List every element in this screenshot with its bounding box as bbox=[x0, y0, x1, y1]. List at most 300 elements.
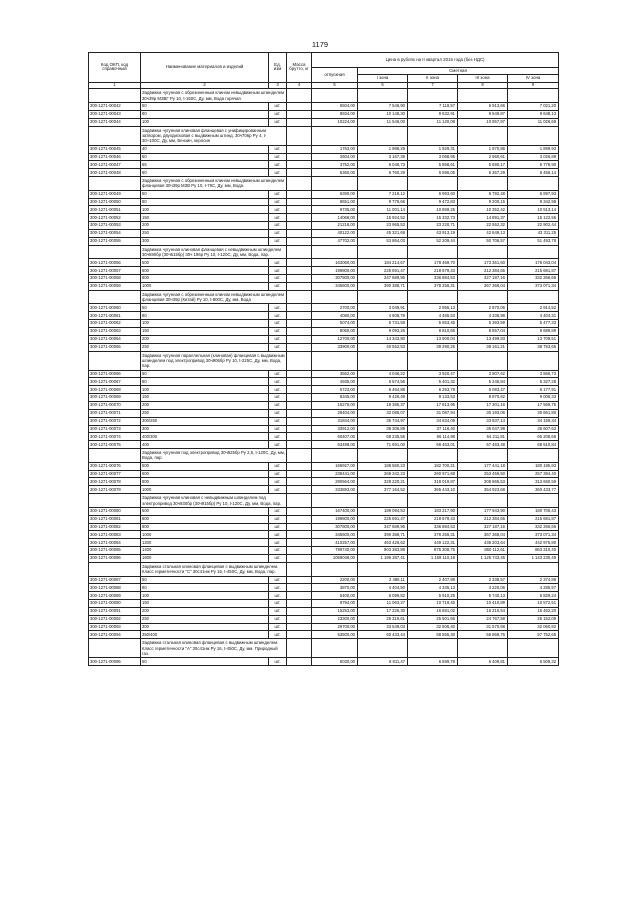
section-header-row bbox=[89, 290, 559, 304]
section-description: Задвижка чугунная клиновая фланцевая с унифицированным затвором, двухдисковая с выдвижным штинд. 30ч706р Ру 4, t-30+100С, Ду, мм, Бензин, керосин bbox=[141, 126, 287, 145]
code-cell: 300-1271-00057 bbox=[89, 267, 141, 275]
code-cell: 300-1271-00092 bbox=[89, 615, 141, 623]
mass-cell bbox=[287, 267, 312, 275]
zone-3-price-cell: 64 211,81 bbox=[458, 433, 508, 441]
unit-cell: шт. bbox=[269, 531, 287, 539]
zone-4-price-cell: 51 493,78 bbox=[508, 237, 559, 245]
zone-2-price-cell: 10 659,25 bbox=[408, 206, 458, 214]
zone-2-price-cell: 16 681,02 bbox=[408, 607, 458, 615]
empty-cell bbox=[458, 290, 508, 304]
release-price-cell: 21218,00 bbox=[312, 222, 358, 230]
zone-1-price-cell: 377 164,52 bbox=[358, 486, 408, 494]
code-cell: 300-1271-00091 bbox=[89, 607, 141, 615]
mass-cell bbox=[287, 312, 312, 320]
release-price-cell: 63498,00 bbox=[312, 441, 358, 449]
empty-cell bbox=[287, 177, 312, 191]
empty-cell bbox=[508, 89, 559, 103]
release-price-cell: 2200,00 bbox=[312, 576, 358, 584]
section-header-row bbox=[89, 126, 559, 145]
empty-cell bbox=[312, 126, 358, 145]
code-cell: 300-1271-00078 bbox=[89, 478, 141, 486]
size-cell: 300 bbox=[141, 623, 269, 631]
col-number: 3 bbox=[269, 82, 287, 89]
code-cell: 300-1271-00059 bbox=[89, 282, 141, 290]
zone-3-price-cell: 6 367,29 bbox=[458, 169, 508, 177]
zone-3-price-cell: 56 869,76 bbox=[458, 631, 508, 639]
section-header-row bbox=[89, 494, 559, 508]
release-price-cell: 8651,00 bbox=[312, 198, 358, 206]
unit-cell: шт. bbox=[269, 615, 287, 623]
code-cell: 300-1271-00071 bbox=[89, 409, 141, 417]
zone-1-price-cell: 32 085,07 bbox=[358, 409, 408, 417]
mass-cell bbox=[287, 433, 312, 441]
release-price-cell: 10224,00 bbox=[312, 118, 358, 126]
mass-cell bbox=[287, 229, 312, 237]
release-price-cell: 199800,00 bbox=[312, 515, 358, 523]
zone-2-price-cell: 6 599,78 bbox=[408, 658, 458, 666]
release-price-cell: 307800,00 bbox=[312, 275, 358, 283]
empty-cell bbox=[458, 126, 508, 145]
mass-cell bbox=[287, 584, 312, 592]
empty-cell bbox=[312, 562, 358, 576]
code-cell: 300-1271-00065 bbox=[89, 343, 141, 351]
table-row bbox=[89, 312, 559, 320]
section-header-row bbox=[89, 245, 559, 259]
zone-2-price-cell: 5 910,25 bbox=[408, 592, 458, 600]
mass-cell bbox=[287, 169, 312, 177]
empty-cell bbox=[312, 449, 358, 463]
zone-4-price-cell: 36 607,63 bbox=[508, 425, 559, 433]
zone-4-price-cell: 257 394,40 bbox=[508, 470, 559, 478]
size-cell: 100 bbox=[141, 320, 269, 328]
size-cell: 250 bbox=[141, 229, 269, 237]
zone-4-price-cell: 3 866,73 bbox=[508, 370, 559, 378]
zone-4-price-cell: 1 143 230,49 bbox=[508, 554, 559, 562]
mass-cell bbox=[287, 441, 312, 449]
zone-4-price-cell: 8 689,89 bbox=[508, 328, 559, 336]
size-cell: 250 bbox=[141, 343, 269, 351]
table-row bbox=[89, 631, 559, 639]
unit-cell: шт. bbox=[269, 259, 287, 267]
table-row bbox=[89, 118, 559, 126]
table-row bbox=[89, 531, 559, 539]
code-cell: 300-1271-00069 bbox=[89, 394, 141, 402]
zone-4-price-cell: 5 829,24 bbox=[508, 592, 559, 600]
zone-1-price-cell: 71 691,00 bbox=[358, 441, 408, 449]
release-price-cell: 2604,00 bbox=[312, 153, 358, 161]
zone-3-price-cell: 9 549,87 bbox=[458, 110, 508, 118]
empty-cell bbox=[312, 290, 358, 304]
zone-2-price-cell: 9 472,83 bbox=[408, 198, 458, 206]
zone-4-price-cell: 22 902,44 bbox=[508, 222, 559, 230]
zone-4-price-cell: 32 060,82 bbox=[508, 623, 559, 631]
unit-cell: шт. bbox=[269, 607, 287, 615]
table-row bbox=[89, 190, 559, 198]
size-cell: 100 bbox=[141, 386, 269, 394]
zone-2-price-cell: 4 465,53 bbox=[408, 312, 458, 320]
section-description: Задвижка чугунная с обрезиненным клином невыдвижным шпинделем фланцевая 30ч39р МЗВ Ру 10, t-79С, Ду, мм, Вода. bbox=[141, 177, 287, 191]
table-row bbox=[89, 282, 559, 290]
table-row bbox=[89, 507, 559, 515]
mass-cell bbox=[287, 600, 312, 608]
code-cell: 300-1271-00042 bbox=[89, 103, 141, 111]
zone-2-price-cell: 15 332,73 bbox=[408, 214, 458, 222]
zone-4-price-cell: 373 071,34 bbox=[508, 531, 559, 539]
release-price-cell: 5723,00 bbox=[312, 386, 358, 394]
zone-1-price-cell: 225 691,47 bbox=[358, 267, 408, 275]
zone-2-price-cell: 23 220,71 bbox=[408, 222, 458, 230]
code-cell: 300-1271-00082 bbox=[89, 523, 141, 531]
size-cell: 1400 bbox=[141, 547, 269, 555]
table-row bbox=[89, 110, 559, 118]
mass-cell bbox=[287, 658, 312, 666]
empty-cell bbox=[358, 177, 408, 191]
mass-cell bbox=[287, 409, 312, 417]
zone-2-price-cell: 5 401,32 bbox=[408, 378, 458, 386]
zone-1-price-cell: 11 001,14 bbox=[358, 206, 408, 214]
empty-cell bbox=[89, 562, 141, 576]
code-cell: 300-1271-00060 bbox=[89, 304, 141, 312]
empty-cell bbox=[287, 449, 312, 463]
empty-cell bbox=[408, 351, 458, 370]
mass-cell bbox=[287, 145, 312, 153]
unit-cell: шт. bbox=[269, 394, 287, 402]
price-table-body bbox=[89, 89, 559, 666]
zone-4-price-cell: 9 008,33 bbox=[508, 394, 559, 402]
size-cell: 1600 bbox=[141, 554, 269, 562]
zone-3-price-cell: 24 767,58 bbox=[458, 615, 508, 623]
size-cell: 800 bbox=[141, 523, 269, 531]
mass-cell bbox=[287, 214, 312, 222]
table-row bbox=[89, 486, 559, 494]
zone-1-price-cell: 9 776,66 bbox=[358, 198, 408, 206]
zone-2-price-cell: 11 120,08 bbox=[408, 118, 458, 126]
zone-3-price-cell: 308 865,53 bbox=[458, 478, 508, 486]
empty-cell bbox=[458, 89, 508, 103]
zone-4-price-cell: 215 681,87 bbox=[508, 515, 559, 523]
empty-cell bbox=[358, 562, 408, 576]
header-unit: Ед. изм bbox=[269, 53, 287, 83]
mass-cell bbox=[287, 515, 312, 523]
zone-2-price-cell: 4 345,13 bbox=[408, 584, 458, 592]
unit-cell: шт. bbox=[269, 110, 287, 118]
table-row bbox=[89, 409, 559, 417]
zone-1-price-cell: 269 342,23 bbox=[358, 470, 408, 478]
header-price-title: Цена в рублях на II квартал 2016 года (без НДС) bbox=[312, 53, 559, 68]
zone-4-price-cell: 7 021,20 bbox=[508, 103, 559, 111]
size-cell: 300 bbox=[141, 237, 269, 245]
mass-cell bbox=[287, 402, 312, 410]
mass-cell bbox=[287, 103, 312, 111]
table-row bbox=[89, 623, 559, 631]
zone-1-price-cell: 5 574,56 bbox=[358, 378, 408, 386]
section-header-row bbox=[89, 449, 559, 463]
code-cell: 300-1271-00045 bbox=[89, 145, 141, 153]
zone-4-price-cell: 57 752,65 bbox=[508, 631, 559, 639]
size-cell: 1200 bbox=[141, 539, 269, 547]
zone-1-price-cell: 11 546,00 bbox=[358, 118, 408, 126]
code-cell: 300-1271-00083 bbox=[89, 531, 141, 539]
zone-2-price-cell: 318 019,87 bbox=[408, 478, 458, 486]
release-price-cell: 8345,00 bbox=[312, 394, 358, 402]
col-number: 1 bbox=[89, 82, 141, 89]
zone-4-price-cell: 332 266,66 bbox=[508, 523, 559, 531]
table-row bbox=[89, 592, 559, 600]
section-header-row bbox=[89, 562, 559, 576]
size-cell: 200 bbox=[141, 335, 269, 343]
code-cell: 300-1271-00044 bbox=[89, 118, 141, 126]
zone-2-price-cell: 178 469,70 bbox=[408, 259, 458, 267]
zone-4-price-cell: 16 462,20 bbox=[508, 607, 559, 615]
size-cell: 350/400 bbox=[141, 631, 269, 639]
zone-2-price-cell: 3 920,47 bbox=[408, 370, 458, 378]
zone-3-price-cell: 9 200,15 bbox=[458, 198, 508, 206]
empty-cell bbox=[312, 177, 358, 191]
zone-1-price-cell: 26 319,61 bbox=[358, 615, 408, 623]
zone-4-price-cell: 6 456,14 bbox=[508, 169, 559, 177]
zone-3-price-cell: 38 161,21 bbox=[458, 343, 508, 351]
zone-4-price-cell: 2 914,52 bbox=[508, 304, 559, 312]
code-cell: 300-1271-00074 bbox=[89, 433, 141, 441]
code-cell: 300-1271-00046 bbox=[89, 153, 141, 161]
zone-1-price-cell: 18 385,37 bbox=[358, 402, 408, 410]
table-row bbox=[89, 145, 559, 153]
table-row bbox=[89, 433, 559, 441]
size-cell: 50 bbox=[141, 190, 269, 198]
zone-4-price-cell: 10 513,14 bbox=[508, 206, 559, 214]
empty-cell bbox=[508, 245, 559, 259]
zone-1-price-cell: 10 148,30 bbox=[358, 110, 408, 118]
section-description: Задвижка стальная клиновая фланцевая с выдвижным шпинделем. Класс герметичности "А" 30с41нж Ру 16, t-450С, Ду, мм. Природный газ. bbox=[141, 639, 287, 658]
unit-cell: шт. bbox=[269, 222, 287, 230]
empty-cell bbox=[508, 562, 559, 576]
section-description: Задвижка чугунная клиновая с невыдвижным шпинделем под электропривод 30ч930бр (30ч915бр) Ру 10, t-120С, Ду, мм, Вода, пар. bbox=[141, 494, 287, 508]
mass-cell bbox=[287, 417, 312, 425]
code-cell: 300-1271-00064 bbox=[89, 335, 141, 343]
mass-cell bbox=[287, 486, 312, 494]
zone-4-price-cell: 2 374,89 bbox=[508, 576, 559, 584]
zone-1-price-cell: 38 306,89 bbox=[358, 425, 408, 433]
mass-cell bbox=[287, 161, 312, 169]
release-price-cell: 1763,00 bbox=[312, 145, 358, 153]
zone-2-price-cell: 218 679,43 bbox=[408, 515, 458, 523]
zone-4-price-cell: 6 509,32 bbox=[508, 658, 559, 666]
zone-4-price-cell: 65 208,66 bbox=[508, 433, 559, 441]
zone-3-price-cell: 5 690,17 bbox=[458, 161, 508, 169]
zone-1-price-cell: 33 549,03 bbox=[358, 623, 408, 631]
mass-cell bbox=[287, 531, 312, 539]
zone-3-price-cell: 6 083,47 bbox=[458, 386, 508, 394]
unit-cell: шт. bbox=[269, 592, 287, 600]
release-price-cell: 6504,00 bbox=[312, 103, 358, 111]
code-cell: 300-1271-00087 bbox=[89, 576, 141, 584]
zone-1-price-cell: 4 046,22 bbox=[358, 370, 408, 378]
zone-4-price-cell: 332 266,66 bbox=[508, 275, 559, 283]
empty-cell bbox=[312, 245, 358, 259]
zone-2-price-cell: 39 290,25 bbox=[408, 343, 458, 351]
zone-1-price-cell: 6 811,47 bbox=[358, 658, 408, 666]
col-number: 7 bbox=[408, 82, 458, 89]
table-row bbox=[89, 584, 559, 592]
zone-3-price-cell: 17 301,16 bbox=[458, 402, 508, 410]
unit-cell: шт. bbox=[269, 486, 287, 494]
zone-1-price-cell: 11 063,27 bbox=[358, 600, 408, 608]
code-cell: 300-1271-00043 bbox=[89, 110, 141, 118]
unit-cell: шт. bbox=[269, 623, 287, 631]
unit-cell: шт. bbox=[269, 229, 287, 237]
code-cell: 300-1271-00075 bbox=[89, 441, 141, 449]
unit-cell: шт. bbox=[269, 282, 287, 290]
empty-cell bbox=[287, 245, 312, 259]
release-price-cell: 333893,00 bbox=[312, 486, 358, 494]
header-zone-3: III зона bbox=[458, 75, 508, 83]
zone-3-price-cell: 850 112,61 bbox=[458, 547, 508, 555]
release-price-cell: 3562,00 bbox=[312, 370, 358, 378]
unit-cell: шт. bbox=[269, 554, 287, 562]
zone-3-price-cell: 16 210,54 bbox=[458, 607, 508, 615]
zone-4-price-cell: 6 897,93 bbox=[508, 190, 559, 198]
unit-cell: шт. bbox=[269, 539, 287, 547]
size-cell: 1000 bbox=[141, 531, 269, 539]
code-cell: 300-1271-00051 bbox=[89, 206, 141, 214]
zone-2-price-cell: 9 632,91 bbox=[408, 110, 458, 118]
zone-2-price-cell: 32 506,40 bbox=[408, 623, 458, 631]
zone-2-price-cell: 6 596,05 bbox=[408, 169, 458, 177]
unit-cell: шт. bbox=[269, 378, 287, 386]
release-price-cell: 8050,00 bbox=[312, 328, 358, 336]
size-cell: 200 bbox=[141, 222, 269, 230]
unit-cell: шт. bbox=[269, 214, 287, 222]
unit-cell: шт. bbox=[269, 206, 287, 214]
code-cell: 300-1271-00066 bbox=[89, 370, 141, 378]
mass-cell bbox=[287, 153, 312, 161]
mass-cell bbox=[287, 615, 312, 623]
release-price-cell: 345600,00 bbox=[312, 531, 358, 539]
zone-1-price-cell: 14 343,80 bbox=[358, 335, 408, 343]
release-price-cell: 16276,00 bbox=[312, 402, 358, 410]
code-cell: 300-1271-00054 bbox=[89, 229, 141, 237]
empty-cell bbox=[312, 494, 358, 508]
size-cell: 200 bbox=[141, 402, 269, 410]
mass-cell bbox=[287, 259, 312, 267]
zone-4-price-cell: 25 152,09 bbox=[508, 615, 559, 623]
empty-cell bbox=[508, 126, 559, 145]
empty-cell bbox=[408, 177, 458, 191]
code-cell: 300-1271-00063 bbox=[89, 328, 141, 336]
code-cell: 300-1271-00048 bbox=[89, 169, 141, 177]
code-cell: 300-1271-00084 bbox=[89, 539, 141, 547]
table-row bbox=[89, 103, 559, 111]
zone-3-price-cell: 14 891,37 bbox=[458, 214, 508, 222]
unit-cell: шт. bbox=[269, 237, 287, 245]
size-cell: 800 bbox=[141, 275, 269, 283]
release-price-cell: 6390,00 bbox=[312, 190, 358, 198]
release-price-cell: 166927,00 bbox=[312, 462, 358, 470]
unit-cell: шт. bbox=[269, 190, 287, 198]
code-cell: 300-1271-00095 bbox=[89, 658, 141, 666]
unit-cell: шт. bbox=[269, 320, 287, 328]
zone-4-price-cell: 442 975,80 bbox=[508, 539, 559, 547]
zone-4-price-cell: 373 071,34 bbox=[508, 282, 559, 290]
code-cell: 300-1271-00052 bbox=[89, 214, 141, 222]
empty-cell bbox=[458, 177, 508, 191]
zone-1-price-cell: 1 988,29 bbox=[358, 145, 408, 153]
table-row bbox=[89, 343, 559, 351]
mass-cell bbox=[287, 547, 312, 555]
zone-2-price-cell: 37 116,40 bbox=[408, 425, 458, 433]
zone-2-price-cell: 25 501,66 bbox=[408, 615, 458, 623]
size-cell: 100 bbox=[141, 206, 269, 214]
zone-3-price-cell: 4 336,98 bbox=[458, 312, 508, 320]
code-cell: 300-1271-00076 bbox=[89, 462, 141, 470]
table-row bbox=[89, 547, 559, 555]
unit-cell: шт. bbox=[269, 478, 287, 486]
release-price-cell: 3752,00 bbox=[312, 161, 358, 169]
table-row bbox=[89, 237, 559, 245]
zone-2-price-cell: 1 159 110,19 bbox=[408, 554, 458, 562]
size-cell: 250 bbox=[141, 409, 269, 417]
code-cell: 300-1271-00068 bbox=[89, 386, 141, 394]
zone-4-price-cell: 10 572,51 bbox=[508, 600, 559, 608]
release-price-cell: 31844,00 bbox=[312, 417, 358, 425]
zone-3-price-cell: 1 125 743,45 bbox=[458, 554, 508, 562]
unit-cell: шт. bbox=[269, 507, 287, 515]
size-cell: 600 bbox=[141, 515, 269, 523]
unit-cell: шт. bbox=[269, 145, 287, 153]
unit-cell: шт. bbox=[269, 462, 287, 470]
release-price-cell: 345600,00 bbox=[312, 282, 358, 290]
mass-cell bbox=[287, 478, 312, 486]
zone-3-price-cell: 5 393,59 bbox=[458, 320, 508, 328]
size-cell: 100 bbox=[141, 118, 269, 126]
unit-cell: шт. bbox=[269, 312, 287, 320]
code-cell: 300-1271-00072 bbox=[89, 417, 141, 425]
zone-4-price-cell: 38 753,65 bbox=[508, 343, 559, 351]
zone-4-price-cell: 215 681,87 bbox=[508, 267, 559, 275]
code-cell: 300-1271-00085 bbox=[89, 547, 141, 555]
table-row bbox=[89, 335, 559, 343]
zone-2-price-cell: 336 884,53 bbox=[408, 275, 458, 283]
empty-cell bbox=[358, 351, 408, 370]
zone-4-price-cell: 13 709,51 bbox=[508, 335, 559, 343]
zone-1-price-cell: 7 546,90 bbox=[358, 103, 408, 111]
zone-3-price-cell: 6 913,66 bbox=[458, 103, 508, 111]
section-description: Задвижка чугунная параллельная (клиновая) фланцевая с выдвижным шпинделем под электропривод 30ч906бр Ру 10, t-225С, Ду, мм, Вода, пар. bbox=[142, 352, 285, 369]
empty-cell bbox=[89, 290, 141, 304]
empty-cell bbox=[287, 126, 312, 145]
zone-4-price-cell: 360 433,77 bbox=[508, 486, 559, 494]
zone-3-price-cell: 6 409,81 bbox=[458, 658, 508, 666]
zone-3-price-cell: 4 220,06 bbox=[458, 584, 508, 592]
release-price-cell: 3870,00 bbox=[312, 584, 358, 592]
release-price-cell: 47702,00 bbox=[312, 237, 358, 245]
unit-cell: шт. bbox=[269, 169, 287, 177]
zone-2-price-cell: 7 118,57 bbox=[408, 103, 458, 111]
empty-cell bbox=[408, 449, 458, 463]
code-cell: 300-1271-00053 bbox=[89, 222, 141, 230]
zone-1-price-cell: 9 426,49 bbox=[358, 394, 408, 402]
release-price-cell: 290564,00 bbox=[312, 478, 358, 486]
zone-4-price-cell: 43 311,25 bbox=[508, 229, 559, 237]
release-price-cell: 238441,00 bbox=[312, 470, 358, 478]
code-cell: 300-1271-00058 bbox=[89, 275, 141, 283]
size-cell: 800 bbox=[141, 478, 269, 486]
release-price-cell: 53500,00 bbox=[312, 631, 358, 639]
empty-cell bbox=[408, 245, 458, 259]
release-price-cell: 33912,00 bbox=[312, 425, 358, 433]
empty-cell bbox=[508, 449, 559, 463]
size-cell: 50 bbox=[141, 576, 269, 584]
